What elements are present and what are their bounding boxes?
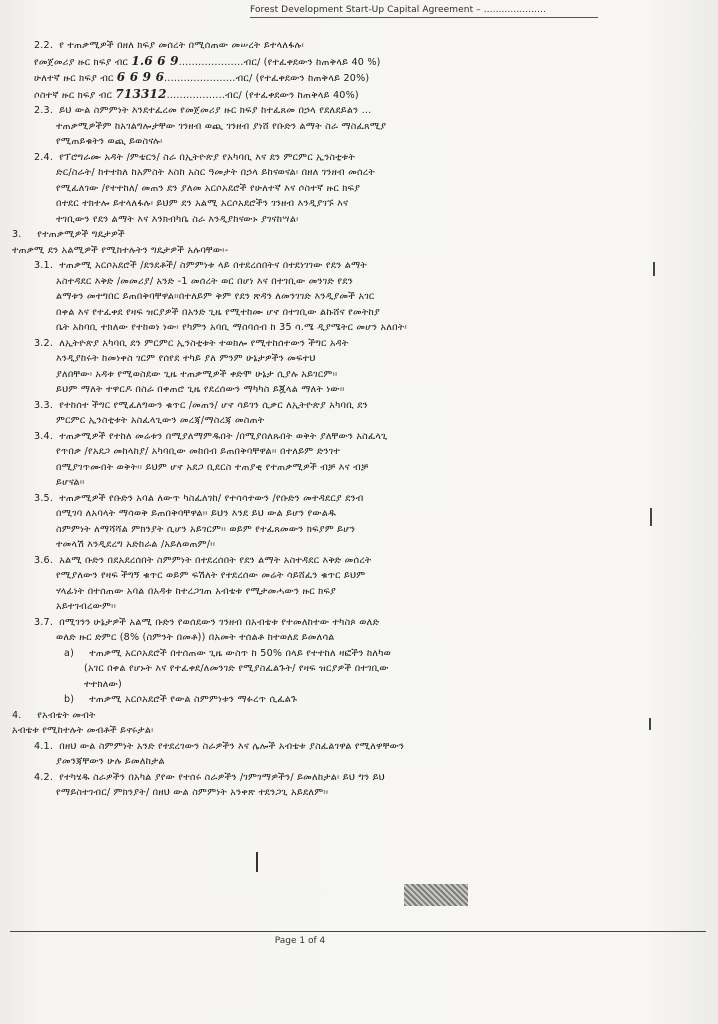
document-body [12, 38, 692, 801]
text-line [12, 630, 692, 646]
text-line [12, 677, 692, 693]
stamp-image [404, 884, 468, 906]
text-line [12, 320, 692, 336]
text-line [12, 754, 692, 770]
text-line [12, 723, 692, 739]
margin-mark [650, 508, 652, 526]
line-text: ተጠቃሚ አርሶአደሮች በተሰጠው ጊዜ ውስጥ ከ 50% በላይ የተተከለ ዛፎችን ከለካወ [89, 647, 391, 659]
text-line [12, 522, 692, 538]
line-text: የጥበቃ /የአደጋ መከላከያ/ አካባቢው መከበብ ይጠበቅባቸዋል፡፡ በተለይም ድንገተ [56, 446, 341, 457]
text-line [12, 491, 692, 507]
line-text: በሚገባ ለአባላት ማሳወቅ ይጠበቅባቸዋል፡፡ ይህን እንደ ይህ ውል ይሆን የውልዱ [56, 508, 337, 519]
text-line [12, 54, 692, 71]
line-text: ቤት አከባቢ ተክለው የተከወነ ነው፡ የካምን አባቢ ማሰባሰብ ከ 35 ሳ.ሜ ዲያሜትር መሆን አለበት፡ [56, 322, 407, 333]
section-number: 3. [12, 229, 22, 240]
text-line [12, 537, 692, 553]
text-line [12, 243, 692, 259]
line-text: ተጠቃሚዎች የተከለ መሬቱን በሚያለማምዱበት /በሚያበለጹበት ወቅት ያለቸውን አስፈላጊ [59, 430, 388, 442]
section-number: a) [64, 647, 75, 659]
line-text: የሚፈለገው /የተተከለ/ መጠን ደን ያለመ አርሶአደሮች የሁለተኛ እና ሶስተኛ ዙር ክፍያ [56, 182, 361, 194]
section-number: 3.5. [34, 492, 54, 504]
line-text: ሃላፊነት በተሰጠው አባል በአዳቱ ከተረጋገጠ አብቴቱ የሚታመሓውን ዙር ክፍያ [56, 585, 337, 597]
line-text: (አገር በቀል የሆኑት እና የተፈቀደ/ለመንገድ የሚያስፈልጉት/ የዛፍ ዝርያዎች በተገቢው [84, 663, 389, 674]
text-line [12, 38, 692, 54]
text-line [12, 584, 692, 600]
line-text: ይሆናል፡፡ [56, 477, 85, 488]
section-number: 3.3. [34, 399, 54, 411]
line-text: ያመንጃቸውን ሁሉ ይመለከታል [56, 756, 165, 767]
text-line [12, 398, 692, 414]
text-line [12, 460, 692, 476]
line-text: ይህም ማለት ተዋርዶ በስራ በቀጠሮ ጊዜ የደረሰውን ማካካስ ይጇላል ማለት ነው፡፡ [56, 384, 345, 395]
text-line [12, 367, 692, 383]
line-text: አስተዳደር እቅድ /መመሪያ/ አንድ -1 መሰረት ወር በሆነ እና በተገቢው መንገድ የደን [56, 275, 353, 287]
text-line [12, 181, 692, 197]
text-line [12, 165, 692, 181]
text-line [12, 289, 692, 305]
line-text: በተደር ተክተሎ ይተላለፋሉ፡ ይህም ደን አልሚ አርሶአደሮችን ገንዘብ እንዲያገኙ እና [56, 198, 349, 209]
text-line [12, 553, 692, 569]
section-number: 2.4. [34, 151, 54, 163]
margin-mark [653, 262, 655, 276]
text-line [12, 351, 692, 367]
section-number: b) [64, 694, 75, 705]
handwritten-amount: 713312 [115, 86, 167, 101]
section-number: 4. [12, 709, 22, 721]
text-line [12, 444, 692, 460]
line-text: ሶስተኛ ዙር ክፍያ ብር [34, 89, 113, 101]
line-text: ይህ ውል ስምምነት እንደተፈረመ የመጀመሪያ ዙር ክፍያ ከተፈጸመ በኃላ የደለደይልን ... [59, 105, 372, 116]
section-number: 3.4. [34, 430, 54, 442]
text-line [12, 568, 692, 584]
line-text: ወለድ ዙር ድምር (8% (ስምንት በመቶ)) በአመት ተሰልቶ ከተወለደ ይመለሳል [56, 632, 335, 643]
line-text: አልሚ ቡድን በደአደረሰበት ስምምነት በተደረሰበት የደን ልማት አስተዳደር እቅድ መሰረት [59, 554, 372, 566]
line-text: የሚጠይቁትን ወጪ ይወስናሉ፡ [56, 136, 163, 147]
text-line [12, 70, 692, 87]
line-text: ተመላሽ እንዲደረግ አድከራል /አይለወጠም/፡፡ [56, 539, 216, 550]
text-line [12, 770, 692, 786]
line-text: በቀል እና የተፈቀደ የዛፍ ዝርያዎች በአንድ ጊዜ የሚተከሙ ሆኖ በተገቢው ልኩሸና የመትከያ [56, 306, 381, 318]
text-line [12, 739, 692, 755]
text-line [12, 475, 692, 491]
section-number: 2.3. [34, 105, 54, 116]
text-line [12, 305, 692, 321]
line-text: የ ተጠቃሚዎች በዘለ ክፍያ መሰረት በሚሰጠው መሠረት ይተላለፋሉ፡ [59, 40, 305, 51]
text-line [12, 258, 692, 274]
line-text: ስምምነት ለማሻሻል ምክንያት ሲሆን አይገርም፡፡ ወይም የተፈጸመውን ክፍያም ይሆን [56, 523, 356, 535]
text-line [12, 615, 692, 631]
line-text: በሚያገጥሙበት ወቅት፡፡ ይህም ሆኖ አደጋ ቢደርስ ተጠያቂ የተጠቃሚዎች ብቻ እና ብቻ [56, 461, 369, 473]
line-text: ምርምር ኢንስቲቱት አስፈላጊውን መረጃ/ማስረጃ መስጠት [56, 415, 265, 426]
line-tail: ..................ብር/ (የተፈቀደውን ከጠቅላይ 40%) [166, 89, 359, 101]
line-text: አይተገብረውም፡፡ [56, 601, 117, 612]
line-text: የፕሮግራሙ አዳት /ምቴርን/ ስራ በኢትዮጵያ የአካባቢ እና ደን ምርምር ኢንስቲቱት [59, 151, 356, 163]
text-line [12, 506, 692, 522]
line-text: በሚገንን ሁኔታዎች አልሚ ቡድን የወሰደውን ገንዘብ በአብቴቱ የተመለከተው ተካስጶ ወለድ [59, 616, 380, 628]
text-line [12, 413, 692, 429]
line-text: ሁለተኛ ዙር ክፍያ ብር [34, 73, 114, 84]
text-line [12, 87, 692, 104]
line-text: የአብቴት መብት [37, 709, 96, 721]
line-text: ልማቱን መተግበር ይጠበቅባቸዋል።በተለይም ቅም የደን ጽዳን ለመንገገድ እንዲያመች አገር [56, 291, 375, 302]
line-text: የተካሄዱ ስራዎችን በአካል ያየው የተሰሩ ስራዎችን /ገምገማዎችን/ ይመለከታል፡ ይህ ግን ይህ [59, 771, 385, 783]
line-text: ተተክለው) [84, 678, 122, 690]
line-text: የተከሰተ ችግር የሚፈለግውን ቁጥር /መጠን/ ሆኖ ሳይገን ሲቃር ለኢትዮጵያ አካባቢ ደን [59, 399, 368, 411]
section-number: 4.1. [34, 740, 54, 752]
line-tail: ....................ብር/ (የተፈቀደውን ከጠቅላይ 40 %) [178, 56, 381, 68]
line-text: ተጠቃሚዎች የቡድን አባል ለውጥ ካስፈለገከ/ የተሳሳተውን /የቡድን መተዳደርያ ደንብ [59, 492, 364, 504]
line-text: የተጠቃሚዎች ግዴታዎች [37, 229, 125, 240]
text-line [12, 785, 692, 801]
text-line [12, 336, 692, 352]
text-line [12, 382, 692, 398]
line-text: ያለበቸው፡ አዳቱ የሚወስደው ጊዜ ተጠቃሚዎች ቀድሞ ሁኔታ ሲያሉ አይገርም፡፡ [56, 368, 338, 380]
text-line [12, 227, 692, 243]
text-line [12, 103, 692, 119]
section-number: 3.6. [34, 554, 54, 566]
section-number: 3.7. [34, 616, 54, 628]
line-text: ተጠቃሚ አርሶአደሮች የውል ስምምነቱን ማፉረጥ ሲፈልጉ [89, 694, 298, 705]
line-text: ተገቢውን የደን ልማት እና እንክብካቤ ስራ እንዲያከናውኑ ያገናከሣል፡ [56, 213, 299, 225]
line-text: የማይስተገብር/ ምክንያት/ በዘህ ውል ስምምነት አንቀጽ ተደንጋጊ አይደለም፡፡ [56, 787, 329, 798]
handwritten-amount: 6 6 9 6 [116, 70, 165, 84]
line-text: የሚያለውን የዛፍ ችግኝ ቁጥር ወይም ፍሽለት የተደረሰው መሬት ሳይሸፈን ቁጥር ይህም [56, 570, 366, 581]
handwritten-amount: 1.6 6 9 [131, 53, 179, 68]
section-number: 2.2. [34, 40, 54, 51]
line-text: ለኢትዮጵያ አካባቢ ደን ምርምር ኢንስቲቱት ተወክሎ የሚተከሰተውን ችግር አዳት [59, 337, 349, 349]
text-line [12, 708, 692, 724]
margin-mark [649, 718, 651, 730]
section-number: 3.1. [34, 260, 54, 271]
section-number: 4.2. [34, 771, 54, 783]
center-mark [256, 852, 258, 872]
text-line [12, 212, 692, 228]
page-number: Page 1 of 4 [274, 936, 326, 946]
document-header: Forest Development Start-Up Capital Agreement – ..................... [250, 5, 598, 18]
footer-divider [10, 931, 706, 932]
line-text: ድር/ስራት/ ከተተከለ ከአምስት እስከ አስር ዓመታት በኃላ ይከናወናል፡ በዘለ ገንዘብ መሰረት [56, 167, 376, 178]
line-text: ተጠቃሚዎችም ከአገልግሎታቸው ገንዘብ ወጪ ገንዘብ ያነሸ የቡድን ልማት ስራ ማስፈጸሚያ [56, 120, 387, 132]
text-line [12, 429, 692, 445]
line-text: ተጠቃሚ ደን አልሚዎች የሚከተሉትን ግዴታዎች አሉባቸው፡- [12, 244, 229, 256]
line-text: የመጀመሪያ ዙር ክፍያ ብር [34, 56, 129, 68]
text-line [12, 274, 692, 290]
text-line [12, 646, 692, 662]
line-text: በዘህ ውል ስምምነት አንድ የተደረገውን ስራዎችን እና ሌሎች አብቴቱ ያስፈልገዋል የሚለዋቸውን [59, 740, 405, 752]
text-line [12, 661, 692, 677]
text-line [12, 134, 692, 150]
text-line [12, 692, 692, 708]
section-number: 3.2. [34, 337, 54, 349]
line-text: አብቴቱ የሚከተሉት መብቶች ይኖሩታል፡ [12, 725, 154, 736]
line-text: እንዲያከሩት ከመነቀስ ገርም የሰየደ ተካይ ያለ ምንም ሁኔታዎችን መፍተህ [56, 353, 316, 364]
line-text: ተጠቃሚ አርሶአደሮች /ደንደቶች/ ስምምነቱ ላይ በተደረሰበትና በተደነገገው የደን ልማት [59, 260, 368, 271]
text-line [12, 150, 692, 166]
line-tail: ......................ብር/ (የተፈቀደውን ከጠቅላይ 20%) [164, 73, 370, 84]
text-line [12, 119, 692, 135]
text-line [12, 599, 692, 615]
text-line [12, 196, 692, 212]
